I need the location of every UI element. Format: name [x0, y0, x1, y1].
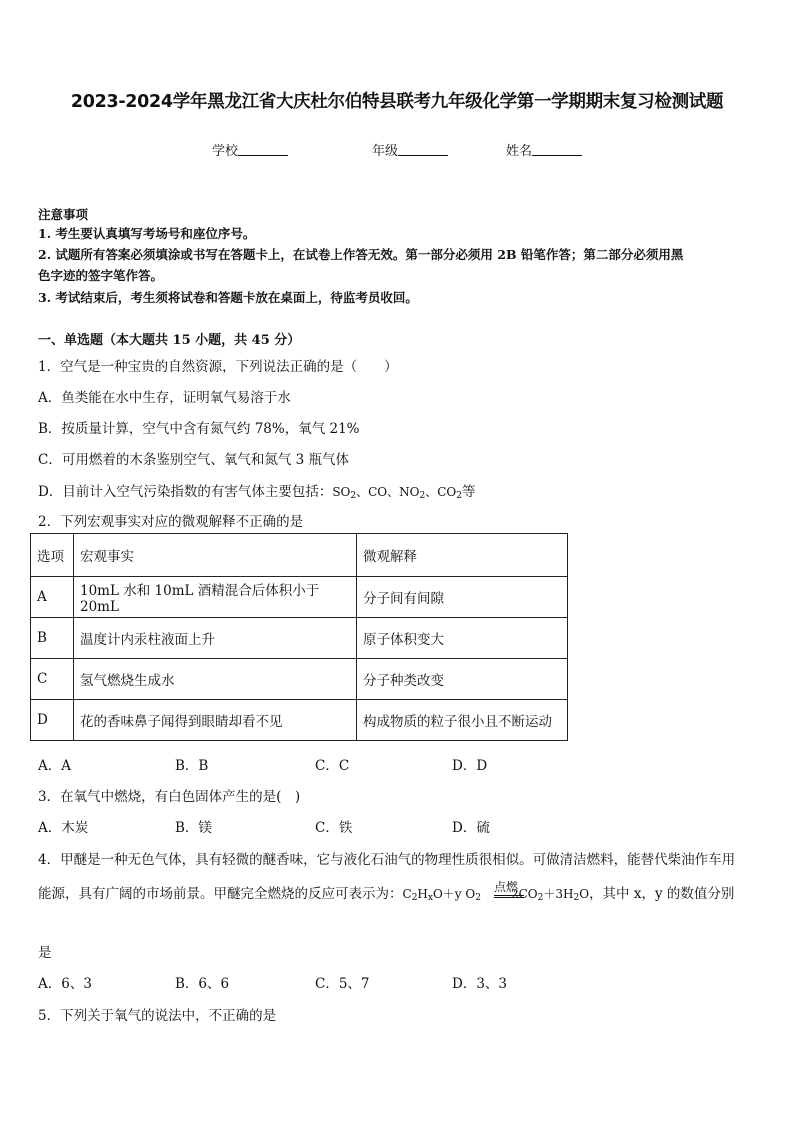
q4-stem-line1: 4．甲醚是一种无色气体，具有轻微的醚香味，它与液化石油气的物理性质很相似。可做清洁燃料，能替代柴油作车用: [38, 852, 736, 868]
q1-d-suffix: 等: [461, 484, 476, 500]
grade-blank[interactable]: [398, 143, 448, 156]
grade-label: 年级: [372, 144, 399, 159]
eq-co2: 2CO: [510, 887, 538, 901]
q3-option-c[interactable]: C．铁: [315, 820, 353, 836]
page-title: 2023-2024学年黑龙江省大庆杜尔伯特县联考九年级化学第一学期期末复习检测试题: [70, 92, 724, 112]
table-row: [31, 659, 568, 700]
notes-item-3: 3. 考试结束后，考生须将试卷和答题卡放在桌面上，待监考员收回。: [38, 290, 418, 305]
notes-item-2-line1: 2. 试题所有答案必须填涂或书写在答题卡上，在试卷上作答无效。第一部分必须用 2B 铅笔作答；第二部分必须用黑: [38, 247, 684, 262]
table-cell: 花的香味鼻子闻得到眼睛却看不见: [74, 700, 357, 741]
eq-c-sub: 2: [411, 893, 418, 903]
section-heading: 一、单选题（本大题共 15 小题，共 45 分）: [38, 333, 301, 348]
table-cell: D: [31, 700, 74, 741]
school-label: 学校: [212, 144, 239, 159]
q2-option-b[interactable]: B．B: [175, 758, 209, 774]
eq-c: C: [402, 887, 412, 901]
table-cell: B: [31, 618, 74, 659]
table-row: [31, 577, 568, 618]
name-blank[interactable]: [532, 143, 582, 156]
reaction-condition: 点燃: [494, 880, 519, 894]
table-header-cell: 宏观事实: [74, 534, 357, 577]
notes-item-1: 1. 考生要认真填写考场号和座位序号。: [38, 226, 256, 241]
q3-option-a[interactable]: A．木炭: [38, 820, 89, 836]
eq-h2o: ＋3H: [543, 887, 574, 901]
q4-option-b[interactable]: B．6、6: [175, 976, 230, 992]
q2-option-a[interactable]: A．A: [38, 758, 71, 774]
table-cell: 10mL 水和 10mL 酒精混合后体积小于 20mL: [74, 577, 357, 618]
q4-line2-prefix: 能源，具有广阔的市场前景。甲醚完全燃烧的反应可表示为：: [38, 886, 403, 902]
table-header-cell: 选项: [31, 534, 74, 577]
q4-option-a[interactable]: A．6、3: [38, 976, 92, 992]
table-cell: 温度计内汞柱液面上升: [74, 618, 357, 659]
q1-option-b[interactable]: B．按质量计算，空气中含有氮气约 78%，氧气 21%: [38, 421, 360, 437]
q1-d-prefix: D．目前计入空气污染指数的有害气体主要包括：: [38, 484, 333, 500]
eq-co2-sub: 2: [537, 893, 544, 903]
q2-option-d[interactable]: D．D: [452, 758, 488, 774]
q3-stem: 3．在氧气中燃烧，有白色固体产生的是( ): [38, 789, 301, 805]
q3-option-d[interactable]: D．硫: [452, 820, 490, 836]
q1-d-so: SO: [332, 485, 351, 499]
q1-option-a[interactable]: A．鱼类能在水中生存，证明氧气易溶于水: [38, 390, 291, 406]
q1-d-so-sub: 2: [350, 491, 357, 501]
eq-h2o-end: O: [579, 887, 590, 901]
table-cell: 分子种类改变: [357, 659, 568, 700]
q4-stem-line3: 是: [38, 945, 52, 961]
q1-option-c[interactable]: C．可用燃着的木条鉴别空气、氧气和氮气 3 瓶气体: [38, 452, 350, 468]
eq-h: H: [417, 887, 428, 901]
table-cell: 氢气燃烧生成水: [74, 659, 357, 700]
eq-h-sub: x: [427, 893, 433, 903]
name-field[interactable]: [506, 140, 582, 159]
table-cell: A: [31, 577, 74, 618]
name-label: 姓名: [506, 144, 533, 159]
q1-d-no-sub: 2: [419, 491, 426, 501]
table-cell: 原子体积变大: [357, 618, 568, 659]
q1-d-co2: 、CO: [425, 485, 457, 499]
table-cell: 分子间有间隙: [357, 577, 568, 618]
school-blank[interactable]: [238, 143, 288, 156]
school-field[interactable]: [212, 140, 288, 159]
table-row: [31, 618, 568, 659]
q4-stem-line2: [38, 882, 734, 903]
q4-line2-suffix: ，其中 x，y 的数值分别: [589, 886, 735, 902]
q1-d-co: 、CO、NO: [356, 485, 420, 499]
q2-option-c[interactable]: C．C: [315, 758, 350, 774]
table-header-cell: 微观解释: [357, 534, 568, 577]
q1-option-d[interactable]: [38, 480, 475, 501]
q2-stem: 2．下列宏观事实对应的微观解释不正确的是: [38, 514, 304, 530]
q1-d-co2-sub: 2: [456, 491, 462, 501]
q4-option-c[interactable]: C．5、7: [315, 976, 370, 992]
q4-option-d[interactable]: D．3、3: [452, 976, 508, 992]
q5-stem: 5．下列关于氧气的说法中，不正确的是: [38, 1008, 277, 1024]
notes-item-2-line2: 色字迹的签字笔作答。: [38, 268, 164, 283]
eq-o-sub: 2: [475, 893, 481, 903]
q3-option-b[interactable]: B．镁: [175, 820, 212, 836]
table-header-row: [31, 534, 568, 577]
eq-o: O＋y O: [432, 887, 476, 901]
table-cell: C: [31, 659, 74, 700]
q2-table: [30, 533, 568, 741]
q1-stem: 1．空气是一种宝贵的自然资源，下列说法正确的是（ ）: [38, 359, 398, 375]
notes-heading: 注意事项: [38, 207, 89, 222]
table-cell: 构成物质的粒子很小且不断运动: [357, 700, 568, 741]
eq-h2o-sub: 2: [573, 893, 580, 903]
table-row: [31, 700, 568, 741]
grade-field[interactable]: [372, 140, 448, 159]
